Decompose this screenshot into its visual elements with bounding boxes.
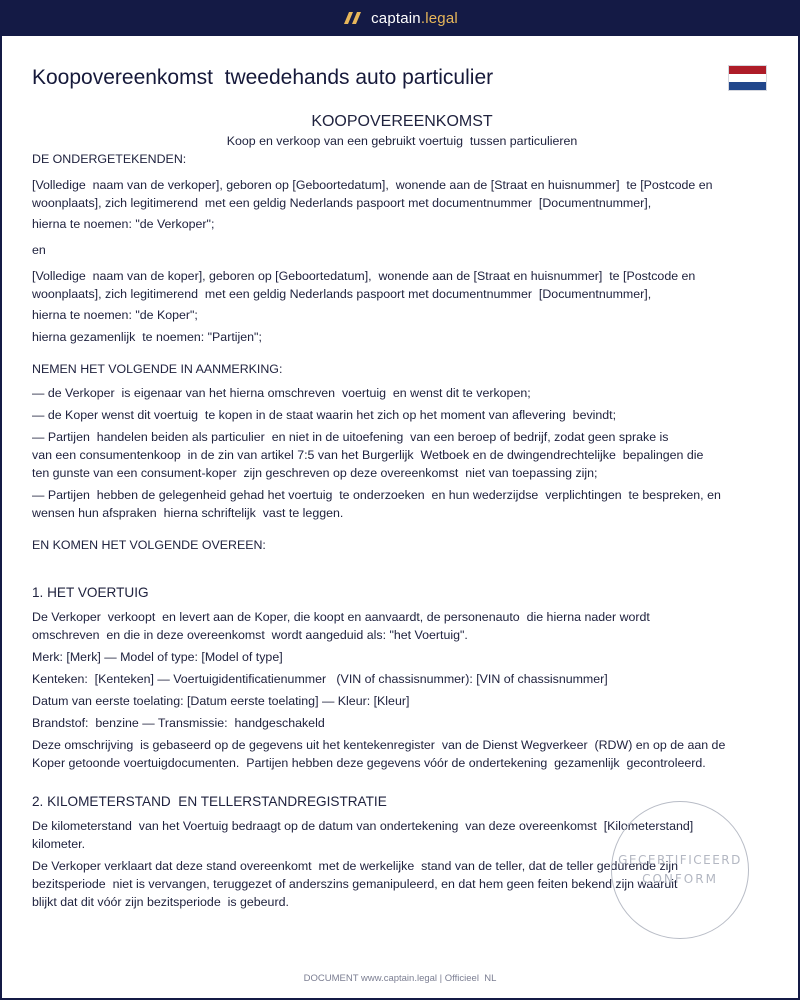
vehicle-registration-date-color: Datum van eerste toelating: [Datum eerste toelating] — Kleur: [Kleur] bbox=[32, 694, 410, 708]
vehicle-fuel-transmission: Brandstof: benzine — Transmissie: handgeschakeld bbox=[32, 716, 325, 730]
section-1-source-line-1: Deze omschrijving is gebaseerd op de gegevens uit het kentekenregister van de Dienst Wegverkeer (RDW) en op de aan de bbox=[32, 738, 726, 752]
stamp-line-2: CONFORM bbox=[642, 872, 718, 886]
section-1-intro-line-1: De Verkoper verkoopt en levert aan de Koper, die koopt en aanvaardt, de personenauto die hierna nader wordt bbox=[32, 610, 650, 624]
whereas-item-3-line-1: — Partijen handelen beiden als particulier en niet in de uitoefening van een beroep of bedrijf, zodat geen sprake is bbox=[32, 430, 669, 444]
document-body bbox=[32, 112, 772, 911]
top-bar bbox=[0, 0, 800, 36]
whereas-label: NEMEN HET VOLGENDE IN AANMERKING: bbox=[32, 362, 283, 376]
whereas-item-3-line-2: van een consumentenkoop in de zin van artikel 7:5 van het Burgerlijk Wetboek en de dwingendrechtelijke bepalingen die bbox=[32, 448, 704, 462]
seller-alias: hierna te noemen: "de Verkoper"; bbox=[32, 217, 215, 231]
section-2-declaration-line-3: blijkt dat dit vóór zijn bezitsperiode is gebeurd. bbox=[32, 895, 289, 909]
brand-name: captain.legal bbox=[371, 9, 458, 27]
double-slash-logo-icon bbox=[342, 10, 362, 26]
netherlands-flag-icon bbox=[728, 65, 767, 91]
section-1-intro-line-2: omschreven en die in deze overeenkomst wordt aangeduid als: "het Voertuig". bbox=[32, 628, 468, 642]
vehicle-make-model: Merk: [Merk] — Model of type: [Model of type] bbox=[32, 650, 283, 664]
whereas-item-3-line-3: ten gunste van een consument-koper zijn geschreven op deze overeenkomst niet van toepassing zijn; bbox=[32, 466, 598, 480]
section-2-declaration-line-2: bezitsperiode niet is vervangen, teruggezet of anderszins gemanipuleerd, en dat hem geen feiten bekend zijn waaruit bbox=[32, 877, 678, 891]
whereas-item-4-line-2: wensen hun afspraken hierna schriftelijk vast te leggen. bbox=[32, 506, 344, 520]
stamp-line-1: GECERTIFICEERD bbox=[618, 853, 742, 867]
and-separator: en bbox=[32, 243, 46, 257]
whereas-item-4-line-1: — Partijen hebben de gelegenheid gehad het voertuig te onderzoeken en hun wederzijdse verplichtingen te bespreken, en bbox=[32, 488, 721, 502]
buyer-details-line-2: woonplaats], zich legitimerend met een geldig Nederlands paspoort met documentnummer [Documentnummer], bbox=[32, 287, 652, 301]
brand[interactable] bbox=[342, 10, 458, 27]
buyer-details-line-1: [Volledige naam van de koper], geboren op [Geboortedatum], wonende aan de [Straat en huisnummer] te [Postcode en bbox=[32, 269, 696, 283]
vehicle-plate-vin: Kenteken: [Kenteken] — Voertuigidentificatienummer (VIN of chassisnummer): [VIN of chassisnummer] bbox=[32, 672, 608, 686]
contract-heading: KOOPOVEREENKOMST bbox=[311, 113, 493, 130]
section-1-heading: 1. HET VOERTUIG bbox=[32, 585, 149, 600]
agreement-label: EN KOMEN HET VOLGENDE OVEREEN: bbox=[32, 538, 266, 552]
section-2-declaration-line-1: De Verkoper verklaart dat deze stand overeenkomt met de werkelijke stand van de teller, dat de teller gedurende zijn bbox=[32, 859, 679, 873]
section-1-source-line-2: Koper getoonde voertuigdocumenten. Partijen hebben deze gegevens vóór de ondertekening gezamenlijk gecontroleerd. bbox=[32, 756, 706, 770]
section-2-heading: 2. KILOMETERSTAND EN TELLERSTANDREGISTRATIE bbox=[32, 794, 387, 809]
section-2-mileage-line-1: De kilometerstand van het Voertuig bedraagt op de datum van ondertekening van deze overeenkomst [Kilometerstand] bbox=[32, 819, 694, 833]
seller-details-line-2: woonplaats], zich legitimerend met een geldig Nederlands paspoort met documentnummer [Documentnummer], bbox=[32, 196, 652, 210]
seller-details-line-1: [Volledige naam van de verkoper], geboren op [Geboortedatum], wonende aan de [Straat en huisnummer] te [Postcode en bbox=[32, 178, 713, 192]
page-footer: DOCUMENT www.captain.legal | Officieel NL bbox=[303, 973, 497, 984]
frame-border-left bbox=[0, 36, 2, 1000]
whereas-item-2: — de Koper wenst dit voertuig te kopen in de staat waarin het zich op het moment van aflevering bevindt; bbox=[32, 408, 617, 422]
parties-label: DE ONDERGETEKENDEN: bbox=[32, 152, 187, 166]
document-title: Koopovereenkomst tweedehands auto particulier bbox=[32, 66, 494, 89]
contract-subheading: Koop en verkoop van een gebruikt voertuig tussen particulieren bbox=[226, 134, 578, 148]
whereas-item-1: — de Verkoper is eigenaar van het hierna omschreven voertuig en wenst dit te verkopen; bbox=[32, 386, 531, 400]
section-2-mileage-line-2: kilometer. bbox=[32, 837, 86, 851]
joint-alias: hierna gezamenlijk te noemen: "Partijen"; bbox=[32, 330, 262, 344]
buyer-alias: hierna te noemen: "de Koper"; bbox=[32, 308, 198, 322]
